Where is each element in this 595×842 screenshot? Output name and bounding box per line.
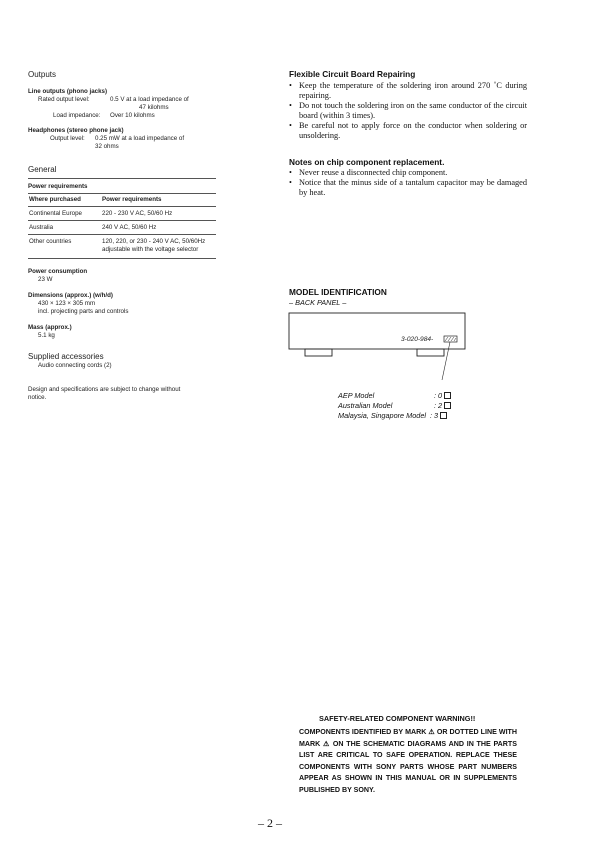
table-header-region: Where purchased	[29, 196, 81, 203]
disclaimer-line1: Design and specifications are subject to change without	[28, 386, 181, 393]
page-number: – 2 –	[258, 816, 282, 830]
load-impedance-value: Over 10 kilohms	[110, 112, 155, 119]
flexible-heading: Flexible Circuit Board Repairing	[289, 69, 416, 79]
checkbox-square-icon	[444, 402, 451, 409]
list-item: : 3	[430, 411, 447, 421]
checkbox-square-icon	[444, 392, 451, 399]
table-header-power: Power requirements	[102, 196, 162, 203]
table-top-rule	[28, 193, 216, 194]
list-item: • Do not touch the soldering iron on the same conductor of the circuit board (within 3 times).	[289, 101, 527, 120]
outputs-heading: Outputs	[28, 70, 57, 79]
dimensions-title: Dimensions (approx.) (w/h/d)	[28, 292, 113, 299]
table-row-region: Continental Europe	[29, 210, 82, 217]
list-item: : 2	[434, 401, 451, 411]
table-row-power: 240 V AC, 50/60 Hz	[102, 224, 157, 231]
power-consumption-value: 23 W	[38, 276, 53, 283]
dimensions-note: incl. projecting parts and controls	[38, 308, 129, 315]
rated-output-label: Rated output level:	[38, 96, 90, 103]
flexible-bullet-list	[289, 81, 527, 141]
table-row-power: 120, 220, or 230 - 240 V AC, 50/60Hz	[102, 238, 206, 245]
safety-title: SAFETY-RELATED COMPONENT WARNING!!	[319, 714, 476, 723]
accessories-item: Audio connecting cords (2)	[38, 362, 112, 369]
chip-heading: Notes on chip component replacement.	[289, 157, 445, 167]
back-panel-outline	[288, 312, 468, 382]
general-rule	[28, 178, 216, 179]
table-row-rule	[28, 234, 216, 235]
dimensions-value: 430 × 123 × 305 mm	[38, 300, 96, 307]
general-heading: General	[28, 165, 57, 174]
mass-title: Mass (approx.)	[28, 324, 72, 331]
accessories-heading: Supplied accessories	[28, 352, 104, 361]
rated-output-value1: 0.5 V at a load impedance of	[110, 96, 189, 103]
table-row-region: Other countries	[29, 238, 72, 245]
chip-bullet-list	[289, 168, 527, 198]
list-item: AEP Model	[338, 391, 375, 400]
list-item: Australian Model	[338, 401, 393, 410]
table-header-rule	[28, 206, 216, 207]
table-row-rule	[28, 220, 216, 221]
power-consumption-title: Power consumption	[28, 268, 88, 275]
part-number-label: 3-020-984-	[401, 336, 434, 343]
headphones-output-value1: 0.25 mW at a load impedance of	[95, 135, 185, 142]
list-item: • Notice that the minus side of a tantalum capacitor may be damaged by heat.	[289, 178, 527, 197]
headphones-title: Headphones (stereo phone jack)	[28, 127, 124, 134]
list-item: • Never reuse a disconnected chip component.	[289, 168, 448, 177]
model-id-heading: MODEL IDENTIFICATION	[289, 287, 387, 297]
line-outputs-title: Line outputs (phono jacks)	[28, 88, 108, 95]
disclaimer-line2: notice.	[28, 394, 47, 401]
safety-body: COMPONENTS IDENTIFIED BY MARK ⚠ OR DOTTED LINE WITH MARK ⚠ ON THE SCHEMATIC DIAGRAMS AND IN THE PARTS LIST ARE CRITICAL TO SAFE OPERATION. REPLACE THESE COMPONENTS WITH SONY PARTS WHOSE PART NUMBERS APPEAR AS SHOWN IN THIS MANUAL OR IN SUPPLEMENTS PUBLISHED BY SONY.	[299, 728, 517, 794]
list-item: • Be careful not to apply force on the conductor when soldering or unsoldering.	[289, 121, 527, 140]
list-item: • Keep the temperature of the soldering iron around 270 ˚C during repairing.	[289, 81, 527, 100]
table-bottom-rule	[28, 258, 216, 259]
back-panel-subheading: – BACK PANEL –	[289, 298, 347, 307]
table-row-power: 220 - 230 V AC, 50/60 Hz	[102, 210, 173, 217]
rated-output-value2: 47 kilohms	[139, 104, 169, 111]
mass-value: 5.1 kg	[38, 332, 55, 339]
headphones-output-label: Output level:	[50, 135, 85, 142]
checkbox-square-icon	[440, 412, 447, 419]
table-row-power-note: adjustable with the voltage selector	[102, 246, 199, 253]
table-row-region: Australia	[29, 224, 54, 231]
headphones-output-value2: 32 ohms	[95, 143, 119, 150]
list-item: : 0	[434, 391, 451, 401]
list-item: Malaysia, Singapore Model	[338, 411, 427, 420]
power-req-title: Power requirements	[28, 183, 88, 190]
load-impedance-label: Load impedance:	[53, 112, 101, 119]
